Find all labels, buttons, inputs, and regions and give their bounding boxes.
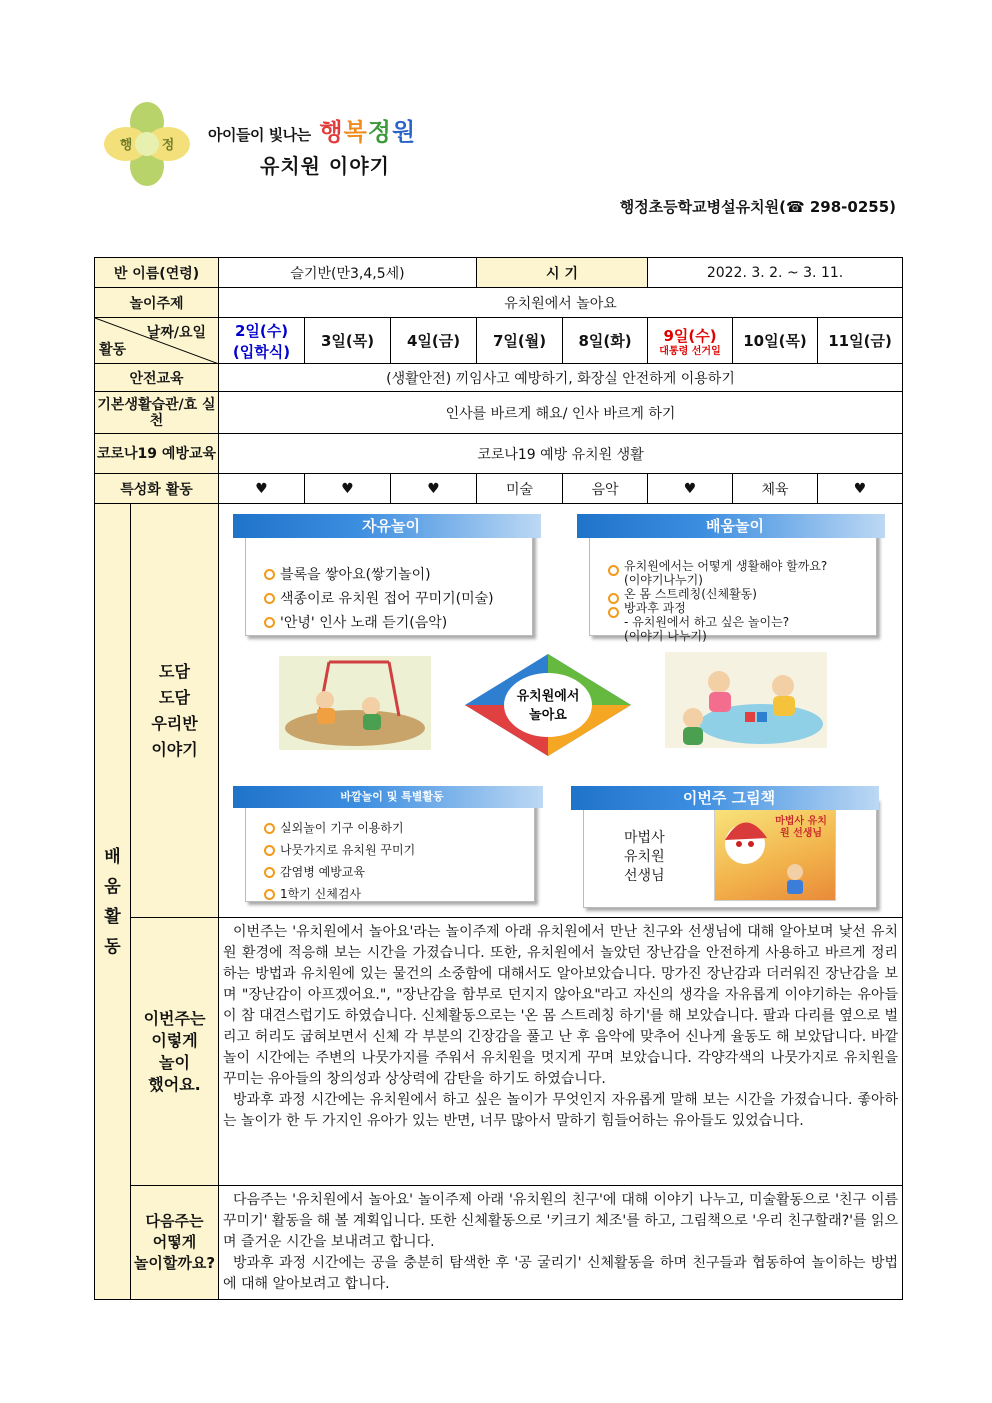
this-week-label-3: 놀이	[159, 1052, 190, 1072]
special-4: 미술	[477, 474, 563, 504]
brand-line	[208, 112, 416, 147]
learn-play-title: 배움놀이	[706, 517, 764, 535]
page-header	[0, 0, 992, 250]
class-label: 반 이름(연령)	[95, 258, 219, 288]
date-activity-header	[95, 318, 219, 364]
book-title	[624, 829, 665, 886]
class-value: 슬기반(만3,4,5세)	[219, 258, 477, 288]
day-3: 4일(금)	[391, 318, 477, 364]
free-play-item-2: 색종이로 유치원 접어 꾸미기(미술)	[262, 587, 494, 611]
center-text-1: 유치원에서	[516, 689, 580, 704]
day-7: 10일(목)	[733, 318, 818, 364]
day-4: 7일(월)	[477, 318, 563, 364]
theme-value: 유치원에서 놀아요	[219, 288, 903, 318]
outdoor-tab	[233, 786, 543, 808]
free-play-tab	[233, 514, 541, 538]
day-8: 11일(금)	[818, 318, 903, 364]
slogan: 아이들이 빛나는	[208, 126, 311, 144]
learn-play-item-2: (이야기나누기)	[624, 573, 703, 587]
next-week-label-2: 어떻게	[152, 1233, 197, 1251]
outdoor-title: 바깥놀이 및 특별활동	[340, 790, 444, 803]
special-7: 체육	[733, 474, 818, 504]
brand-char: 행	[319, 118, 344, 146]
this-week-label-1: 이번주는	[143, 1008, 206, 1028]
day-6	[648, 318, 733, 364]
outdoor-box	[245, 796, 535, 902]
habit-label: 기본생활습관/효 실천	[95, 392, 219, 434]
brand-char: 원	[391, 118, 417, 146]
special-6: ♥	[648, 474, 733, 504]
next-week-label-1: 다음주는	[145, 1212, 204, 1230]
this-week-text	[219, 918, 903, 1186]
special-3: ♥	[391, 474, 477, 504]
this-week-label-4: 했어요.	[148, 1074, 201, 1094]
book-title-2: 유치원	[624, 849, 665, 865]
special-8: ♥	[818, 474, 903, 504]
book-box	[583, 798, 877, 908]
learn-play-item-3: 온 몸 스트레칭(신체활동)	[606, 587, 827, 601]
next-week-paragraph-1: 다음주는 '유치원에서 놀아요' 놀이주제 아래 '유치원의 친구'에 대해 이야기 나누고, 미술활동으로 '친구 이름 꾸미기' 활동을 해 볼 계획입니다. 또한 신체활동으로 '키크기 체조'를 하고, 그림책으로 '우리 친구할래?'를 읽으며 즐거운 시간을 보내려고 합니다.	[223, 1192, 899, 1250]
next-week-text	[219, 1186, 903, 1300]
brand-name	[319, 118, 416, 146]
story-label-3: 우리반	[151, 713, 198, 733]
story-panel	[219, 504, 903, 918]
brand-char: 정	[367, 118, 392, 146]
day-2: 3일(목)	[305, 318, 391, 364]
learn-play-list	[606, 559, 827, 643]
learn-play-box	[589, 524, 877, 643]
outdoor-item-2: 나뭇가지로 유치원 꾸미기	[262, 839, 415, 861]
learn-play-item-6: (이야기 나누기)	[624, 629, 707, 643]
outdoor-item-4: 1학기 신체검사	[262, 883, 415, 905]
brand-char: 복	[343, 118, 368, 146]
outdoor-list	[262, 817, 415, 905]
logo-text-left: 행	[119, 138, 133, 153]
learn-play-item-4: 방과후 과정	[606, 601, 827, 615]
day-6-date: 9일(수)	[663, 326, 717, 345]
safety-value: (생활안전) 끼임사고 예방하기, 화장실 안전하게 이용하기	[219, 364, 903, 392]
school-name: 행정초등학교병설유치원(☎ 298-0255)	[619, 198, 896, 216]
covid-label: 코로나19 예방교육	[95, 434, 219, 474]
learn-play-tab	[577, 514, 885, 538]
next-week-label-3: 놀이할까요?	[133, 1254, 216, 1272]
next-week-label	[131, 1186, 219, 1300]
outdoor-item-1: 실외놀이 기구 이용하기	[262, 817, 415, 839]
date-weekday-label: 날짜/요일	[146, 325, 207, 341]
children-playing-illustration-left	[279, 656, 431, 750]
this-week-paragraph-2: 방과후 과정 시간에는 유치원에서 하고 싶은 놀이가 무엇인지 자유롭게 말해 보는 시간을 가졌습니다. 좋아하는 놀이가 한 두 가지인 유아가 있는 반면, 너무 많아서 말하기 힘들어하는 유아들도 있었습니다.	[223, 1092, 899, 1129]
day-1-note: (입학식)	[232, 342, 291, 361]
special-5: 음악	[563, 474, 648, 504]
free-play-list	[262, 563, 494, 635]
story-label-4: 이야기	[151, 739, 198, 759]
book-tab-title: 이번주 그림책	[682, 789, 776, 807]
story-label	[131, 504, 219, 918]
period-label: 시 기	[477, 258, 648, 288]
logo-text-right: 정	[161, 138, 175, 153]
theme-label: 놀이주제	[95, 288, 219, 318]
period-value: 2022. 3. 2. ~ 3. 11.	[648, 258, 903, 288]
story-label-2: 도담	[159, 687, 190, 707]
day-1-date: 2일(수)	[234, 321, 289, 340]
book-cover	[714, 809, 836, 901]
special-label: 특성화 활동	[95, 474, 219, 504]
free-play-title: 자유놀이	[362, 517, 420, 535]
habit-value: 인사를 바르게 해요/ 인사 바르게 하기	[219, 392, 903, 434]
learn-play-item-1: 유치원에서는 어떻게 생활해야 할까요?	[606, 559, 827, 573]
kindergarten-logo	[104, 102, 190, 186]
book-title-1: 마법사	[624, 830, 665, 846]
free-play-item-1: 블록을 쌓아요(쌓기놀이)	[262, 563, 494, 587]
learning-side-text: 배움활동	[104, 846, 121, 957]
day-6-note: 대통령 선거일	[659, 345, 721, 357]
safety-label: 안전교육	[95, 364, 219, 392]
book-title-3: 선생님	[624, 868, 665, 884]
center-diamond	[463, 652, 633, 758]
play-photo-left	[279, 656, 431, 750]
outdoor-item-3: 감염병 예방교육	[262, 861, 415, 883]
next-week-paragraph-2: 방과후 과정 시간에는 공을 충분히 탐색한 후 '공 굴리기' 신체활동을 하며 친구들과 협동하여 놀이하는 방법에 대해 알아보려고 합니다.	[223, 1255, 899, 1292]
story-label-1: 도담	[159, 661, 190, 681]
free-play-box	[245, 524, 533, 636]
subtitle: 유치원 이야기	[260, 154, 390, 178]
learn-play-item-5: - 유치원에서 하고 싶은 놀이는?	[624, 615, 790, 629]
weekly-plan-table	[94, 257, 903, 1300]
this-week-label	[131, 918, 219, 1186]
children-playing-illustration-right	[665, 652, 827, 748]
this-week-paragraph-1: 이번주는 '유치원에서 놀아요'라는 놀이주제 아래 유치원에서 만난 친구와 선생님에 대해 알아보며 낯선 유치원 환경에 적응해 보는 시간을 가졌습니다. 또한, 유치원에서 놀았던 장난감을 안전하게 사용하고 바르게 정리하는 방법과 유치원에 있는 물건의 소중함에 대해서도 알아보았습니다. 망가진 장난감과 더러워진 장난감을 보며 "장난감이 아프겠어요.", "장난감을 함부로 던지지 않아요"라고 자신의 생각을 자유롭게 이야기하는 유아들이 참 대견스럽기도 하였습니다. 신체활동으로는 '온 몸 스트레칭 하기'를 해 보았습니다. 팔과 다리를 옆으로 벌리고 허리도 굽혀보면서 신체 각 부분의 긴장감을 풀고 난 후 음악에 맞추어 신나게 율동도 해 보았답니다. 바깥놀이 시간에는 주변의 나뭇가지를 주워서 유치원을 멋지게 꾸며 보았습니다. 각양각색의 나뭇가지로 유치원을 꾸미는 유아들의 창의성과 상상력에 감탄을 하기도 하였습니다.	[223, 924, 899, 1087]
center-text-2: 놀아요	[529, 708, 567, 723]
special-1: ♥	[219, 474, 305, 504]
covid-value: 코로나19 예방 유치원 생활	[219, 434, 903, 474]
play-photo-right	[665, 652, 827, 748]
learning-side-label	[95, 504, 131, 1300]
day-1	[219, 318, 305, 364]
this-week-label-2: 이렇게	[151, 1030, 198, 1050]
day-5: 8일(화)	[563, 318, 648, 364]
activity-label: 활동	[99, 342, 127, 358]
book-tab	[571, 786, 879, 810]
free-play-item-3: '안녕' 인사 노래 듣기(음악)	[262, 611, 494, 635]
book-cover-title: 마법사 유치원 선생님	[775, 816, 827, 839]
special-2: ♥	[305, 474, 391, 504]
